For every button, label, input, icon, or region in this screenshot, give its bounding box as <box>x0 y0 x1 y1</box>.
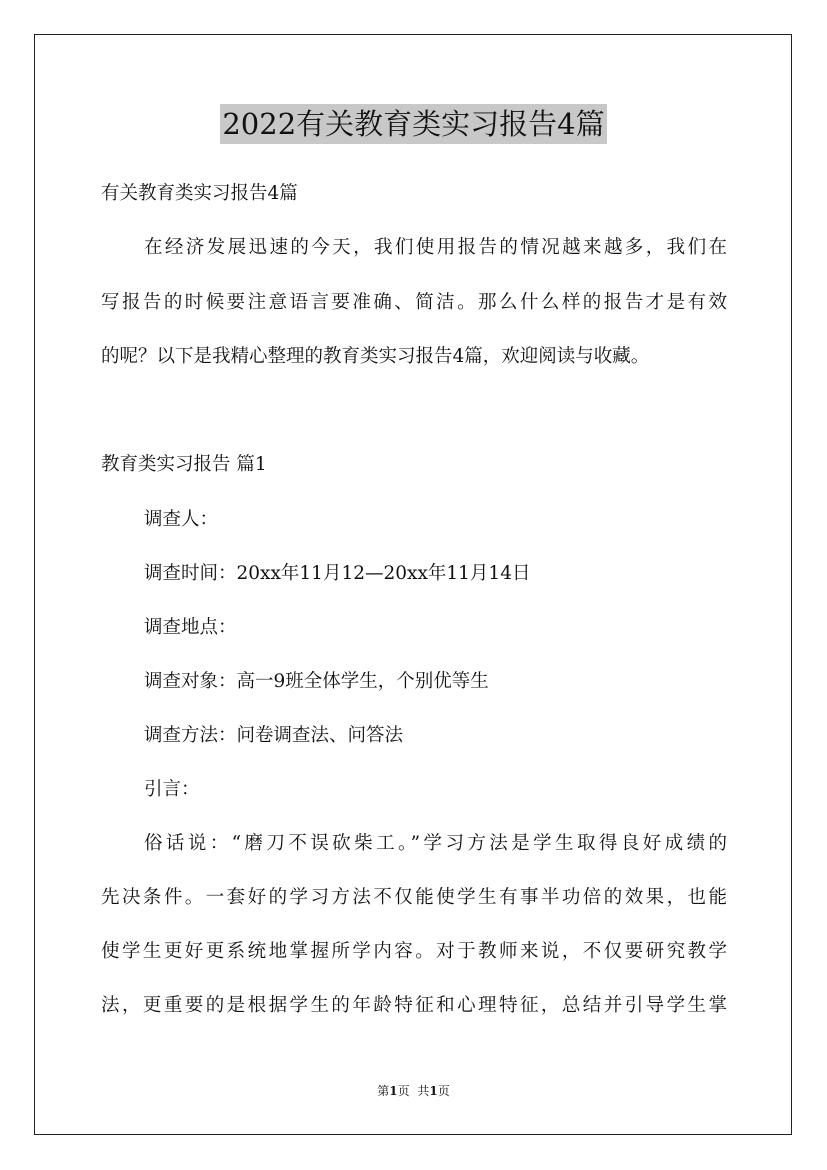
body-line-4: 法，更重要的是根据学生的年龄特征和心理特征，总结并引导学生掌 <box>101 995 727 1016</box>
field-location: 调查地点： <box>144 617 237 638</box>
footer-page-number: 1 <box>389 1084 398 1098</box>
document-title: 2022有关教育类实习报告4篇 <box>220 104 606 144</box>
subtitle: 有关教育类实习报告4篇 <box>101 183 298 204</box>
intro-line-2: 写报告的时候要注意语言要准确、简洁。那么什么样的报告才是有效 <box>101 292 727 313</box>
field-method: 调查方法：问卷调查法、问答法 <box>144 725 404 746</box>
footer-page-prefix: 第 <box>377 1084 390 1098</box>
footer-total-prefix: 共 <box>417 1084 430 1098</box>
footer-total-suffix: 页 <box>437 1084 450 1098</box>
field-investigator: 调查人： <box>144 509 219 530</box>
body-line-3: 使学生更好更系统地掌握所学内容。对于教师来说，不仅要研究教学 <box>101 941 727 962</box>
footer-page-suffix: 页 <box>397 1084 410 1098</box>
title-wrap <box>0 104 827 144</box>
field-subjects: 调查对象：高一9班全体学生，个别优等生 <box>144 671 489 692</box>
intro-line-1: 在经济发展迅速的今天，我们使用报告的情况越来越多，我们在 <box>144 237 727 258</box>
footer-total-number: 1 <box>429 1084 438 1098</box>
field-time: 调查时间：20xx年11月12—20xx年11月14日 <box>144 563 531 584</box>
body-line-1: 俗话说：“磨刀不误砍柴工。”学习方法是学生取得良好成绩的 <box>144 833 727 854</box>
section-heading: 教育类实习报告 篇1 <box>101 454 267 475</box>
page-footer <box>0 1083 827 1099</box>
intro-line-3: 的呢？以下是我精心整理的教育类实习报告4篇，欢迎阅读与收藏。 <box>101 346 650 367</box>
body-line-2: 先决条件。一套好的学习方法不仅能使学生有事半功倍的效果，也能 <box>101 887 727 908</box>
field-preface: 引言： <box>144 779 200 800</box>
